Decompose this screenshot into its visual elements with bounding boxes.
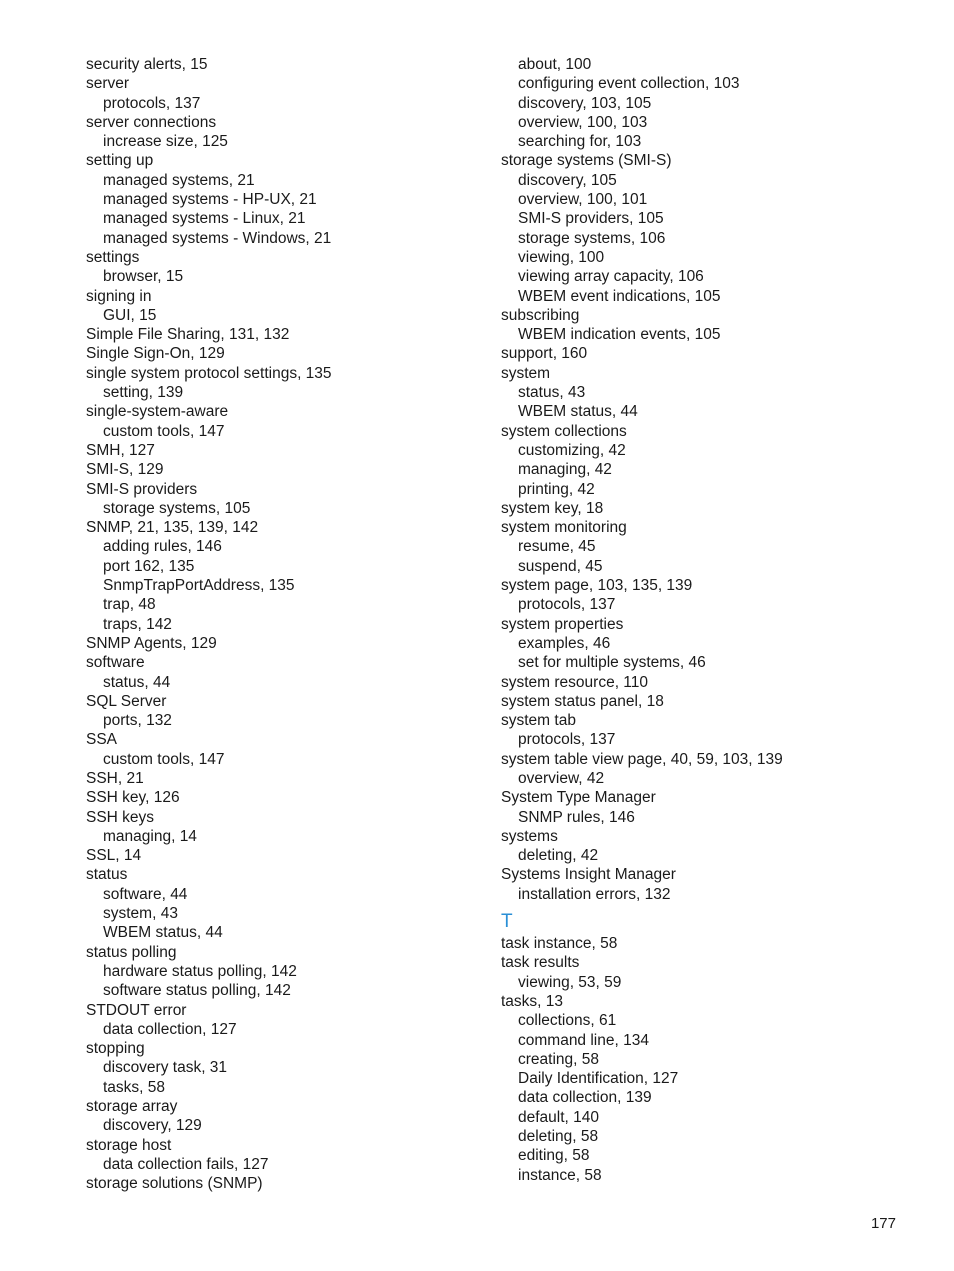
index-entry: system monitoring <box>501 519 627 537</box>
index-subentry: protocols, 137 <box>103 94 201 112</box>
index-subentry: resume, 45 <box>518 538 596 556</box>
index-entry: SSA <box>86 731 118 749</box>
index-entry: System Type Manager <box>501 789 656 807</box>
index-subentry: GUI, 15 <box>103 306 157 324</box>
index-entry: Simple File Sharing, 131, 132 <box>86 326 290 344</box>
index-column-left <box>86 55 486 1194</box>
index-subentry: storage systems, 105 <box>103 499 251 517</box>
index-entry: system tab <box>501 712 576 730</box>
index-subentry: SnmpTrapPortAddress, 135 <box>103 577 295 595</box>
index-entry: SQL Server <box>86 692 167 710</box>
index-subentry: status, 43 <box>518 384 586 402</box>
index-entry: system <box>501 364 551 382</box>
index-entry: tasks, 13 <box>501 992 564 1010</box>
index-entry: task results <box>501 954 580 972</box>
index-entry: subscribing <box>501 306 580 324</box>
index-subentry: suspend, 45 <box>518 557 603 575</box>
index-subentry: data collection, 139 <box>518 1089 652 1107</box>
index-subentry: protocols, 137 <box>518 596 616 614</box>
index-entry: system page, 103, 135, 139 <box>501 577 693 595</box>
index-subentry: printing, 42 <box>518 480 595 498</box>
index-subentry: creating, 58 <box>518 1050 599 1068</box>
index-subentry: managed systems - HP-UX, 21 <box>103 191 317 209</box>
index-entry: SNMP, 21, 135, 139, 142 <box>86 519 259 537</box>
index-subentry: discovery, 129 <box>103 1117 202 1135</box>
index-subentry: data collection, 127 <box>103 1020 237 1038</box>
index-subentry: instance, 58 <box>518 1166 602 1184</box>
index-subentry: hardware status polling, 142 <box>103 962 297 980</box>
index-subentry: default, 140 <box>518 1108 600 1126</box>
index-entry: server <box>86 75 130 93</box>
index-subentry: discovery task, 31 <box>103 1059 228 1077</box>
index-subentry: SNMP rules, 146 <box>518 808 635 826</box>
index-entry: SSL, 14 <box>86 847 142 865</box>
index-subentry: deleting, 58 <box>518 1128 599 1146</box>
index-subentry: searching for, 103 <box>518 133 642 151</box>
index-entry: setting up <box>86 152 154 170</box>
index-entry: server connections <box>86 113 217 131</box>
index-group-s-continued <box>501 55 901 904</box>
index-subentry: managed systems - Linux, 21 <box>103 210 306 228</box>
index-subentry: configuring event collection, 103 <box>518 75 740 93</box>
index-subentry: SMI-S providers, 105 <box>518 210 664 228</box>
index-entry: systems <box>501 827 558 845</box>
index-group-t <box>501 934 901 1185</box>
index-subentry: storage systems, 106 <box>518 229 666 247</box>
index-entry: security alerts, 15 <box>86 56 208 73</box>
index-subentry: protocols, 137 <box>518 731 616 749</box>
index-entry: SSH keys <box>86 808 155 826</box>
index-entry: task instance, 58 <box>501 935 618 953</box>
index-subentry: overview, 100, 101 <box>518 191 648 209</box>
index-subentry: trap, 48 <box>103 596 156 614</box>
index-entry: storage solutions (SNMP) <box>86 1175 263 1193</box>
index-entry: Single Sign-On, 129 <box>86 345 225 363</box>
index-entry: status polling <box>86 943 177 961</box>
index-subentry: managed systems, 21 <box>103 171 255 189</box>
index-subentry: examples, 46 <box>518 634 611 652</box>
index-subentry: viewing, 100 <box>518 248 605 266</box>
index-entry: support, 160 <box>501 345 588 363</box>
index-entry: status <box>86 866 128 884</box>
index-entry: SSH, 21 <box>86 769 144 787</box>
index-subentry: custom tools, 147 <box>103 422 225 440</box>
index-entry: SNMP Agents, 129 <box>86 634 217 652</box>
index-entry: Systems Insight Manager <box>501 866 676 884</box>
index-subentry: managed systems - Windows, 21 <box>103 229 332 247</box>
index-entry: single system protocol settings, 135 <box>86 364 332 382</box>
index-subentry: collections, 61 <box>518 1012 617 1030</box>
index-entry: SMI-S providers <box>86 480 198 498</box>
index-entry: system status panel, 18 <box>501 692 664 710</box>
index-subentry: ports, 132 <box>103 712 172 730</box>
index-subentry: discovery, 103, 105 <box>518 94 652 112</box>
index-subentry: system, 43 <box>103 905 178 923</box>
index-subentry: custom tools, 147 <box>103 750 225 768</box>
index-subentry: viewing array capacity, 106 <box>518 268 704 286</box>
index-entry: software <box>86 654 145 672</box>
index-subentry: adding rules, 146 <box>103 538 222 556</box>
index-entry: system key, 18 <box>501 499 604 517</box>
index-subentry: WBEM status, 44 <box>518 403 638 421</box>
index-subentry: tasks, 58 <box>103 1078 166 1096</box>
index-entry: SMH, 127 <box>86 441 155 459</box>
index-entry: signing in <box>86 287 152 305</box>
index-subentry: editing, 58 <box>518 1147 590 1165</box>
index-subentry: installation errors, 132 <box>518 885 671 903</box>
index-subentry: viewing, 53, 59 <box>518 973 622 991</box>
index-subentry: status, 44 <box>103 673 171 691</box>
index-subentry: set for multiple systems, 46 <box>518 654 706 672</box>
index-entry: system collections <box>501 422 627 440</box>
index-subentry: data collection fails, 127 <box>103 1155 269 1173</box>
index-subentry: Daily Identification, 127 <box>518 1070 679 1088</box>
index-subentry: WBEM status, 44 <box>103 924 223 942</box>
index-subentry: port 162, 135 <box>103 557 195 575</box>
index-subentry: discovery, 105 <box>518 171 617 189</box>
index-subentry: command line, 134 <box>518 1031 649 1049</box>
index-entry: settings <box>86 248 140 266</box>
index-entry: system properties <box>501 615 624 633</box>
index-entry: SMI-S, 129 <box>86 461 164 479</box>
index-subentry: managing, 42 <box>518 461 612 479</box>
index-column-right <box>501 55 901 1185</box>
index-entry: storage systems (SMI-S) <box>501 152 672 170</box>
index-subentry: software, 44 <box>103 885 188 903</box>
index-subentry: about, 100 <box>518 56 592 73</box>
index-subentry: deleting, 42 <box>518 847 599 865</box>
index-subentry: overview, 42 <box>518 769 605 787</box>
index-subentry: overview, 100, 103 <box>518 113 648 131</box>
page-number: 177 <box>870 1215 896 1232</box>
index-subentry: setting, 139 <box>103 384 184 402</box>
index-entry: STDOUT error <box>86 1001 187 1019</box>
index-entry: single-system-aware <box>86 403 229 421</box>
index-entry: SSH key, 126 <box>86 789 180 807</box>
index-entry: system resource, 110 <box>501 673 649 691</box>
index-subentry: increase size, 125 <box>103 133 228 151</box>
index-subentry: WBEM event indications, 105 <box>518 287 721 305</box>
index-entry: stopping <box>86 1040 145 1058</box>
index-subentry: WBEM indication events, 105 <box>518 326 721 344</box>
index-subentry: traps, 142 <box>103 615 172 633</box>
index-entry: storage host <box>86 1136 172 1154</box>
index-subentry: browser, 15 <box>103 268 184 286</box>
index-subentry: managing, 14 <box>103 827 197 845</box>
index-subentry: customizing, 42 <box>518 441 626 459</box>
section-letter-t: T <box>501 911 513 933</box>
index-subentry: software status polling, 142 <box>103 982 291 1000</box>
index-entry: storage array <box>86 1098 178 1116</box>
index-entry: system table view page, 40, 59, 103, 139 <box>501 750 783 768</box>
